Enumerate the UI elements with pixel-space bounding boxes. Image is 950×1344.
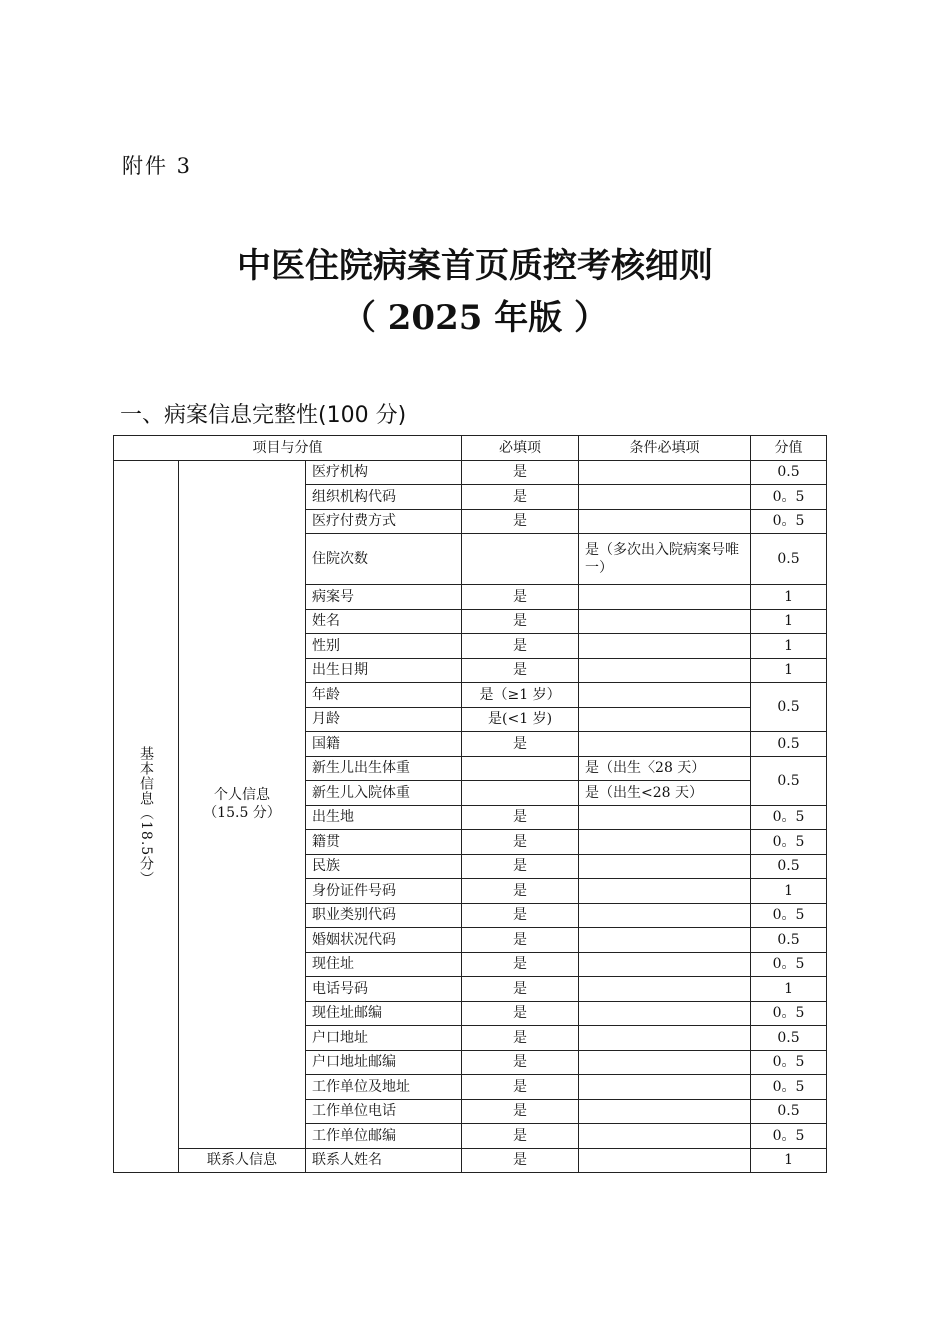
item-name: 工作单位及地址	[306, 1075, 462, 1100]
item-score: 0。5	[751, 1001, 827, 1026]
item-conditional	[579, 928, 751, 953]
item-score: 0。5	[751, 830, 827, 855]
group-label-text: 基本信息	[138, 746, 154, 807]
item-score: 1	[751, 609, 827, 634]
item-score: 0。5	[751, 509, 827, 534]
item-conditional	[579, 903, 751, 928]
attachment-label: 附件 3	[122, 154, 193, 178]
group-label	[137, 746, 155, 886]
item-name: 出生日期	[306, 658, 462, 683]
item-score: 0.5	[751, 854, 827, 879]
item-required: 是	[462, 585, 579, 610]
item-score: 0.5	[751, 756, 827, 805]
item-score: 0。5	[751, 952, 827, 977]
item-name: 住院次数	[306, 534, 462, 585]
subgroup-cell-personal	[179, 460, 306, 1148]
header-item: 项目与分值	[114, 436, 462, 461]
item-name: 新生儿入院体重	[306, 781, 462, 806]
item-required: 是	[462, 1124, 579, 1149]
item-required: 是	[462, 879, 579, 904]
item-name: 户口地址	[306, 1026, 462, 1051]
item-name: 职业类别代码	[306, 903, 462, 928]
item-name: 户口地址邮编	[306, 1050, 462, 1075]
header-score: 分值	[751, 436, 827, 461]
item-conditional	[579, 707, 751, 732]
item-required	[462, 756, 579, 781]
item-name: 身份证件号码	[306, 879, 462, 904]
item-name: 性别	[306, 634, 462, 659]
item-required: 是	[462, 485, 579, 510]
item-score: 1	[751, 634, 827, 659]
item-conditional	[579, 830, 751, 855]
item-conditional	[579, 1075, 751, 1100]
item-required: 是	[462, 805, 579, 830]
item-required: 是（≥1 岁）	[462, 683, 579, 708]
item-required: 是	[462, 952, 579, 977]
item-required: 是	[462, 977, 579, 1002]
item-score: 1	[751, 658, 827, 683]
table-row	[114, 460, 827, 485]
item-name: 月龄	[306, 707, 462, 732]
subgroup-label: 个人信息	[214, 787, 270, 803]
item-name: 新生儿出生体重	[306, 756, 462, 781]
table-row	[114, 1148, 827, 1173]
item-required: 是	[462, 658, 579, 683]
item-required: 是	[462, 634, 579, 659]
section-heading: 一、病案信息完整性(100 分)	[120, 403, 407, 428]
item-conditional	[579, 485, 751, 510]
item-conditional	[579, 509, 751, 534]
item-required: 是	[462, 903, 579, 928]
item-required: 是	[462, 460, 579, 485]
item-required: 是	[462, 1099, 579, 1124]
item-conditional	[579, 609, 751, 634]
document-title-version: （ 2025 年版 ）	[341, 298, 609, 338]
item-name: 姓名	[306, 609, 462, 634]
group-score-text: （18.5分）	[138, 806, 154, 887]
item-score: 0。5	[751, 903, 827, 928]
item-score: 0。5	[751, 805, 827, 830]
item-score: 0。5	[751, 485, 827, 510]
subgroup-score: （15.5 分）	[203, 805, 281, 821]
item-required: 是	[462, 928, 579, 953]
item-name: 籍贯	[306, 830, 462, 855]
item-score: 1	[751, 879, 827, 904]
item-required: 是	[462, 1148, 579, 1173]
item-conditional	[579, 634, 751, 659]
item-conditional	[579, 952, 751, 977]
item-name: 工作单位邮编	[306, 1124, 462, 1149]
item-score: 0.5	[751, 928, 827, 953]
item-score: 1	[751, 585, 827, 610]
item-score: 0。5	[751, 1124, 827, 1149]
item-conditional	[579, 1050, 751, 1075]
subgroup-cell-contact: 联系人信息	[179, 1148, 306, 1173]
item-conditional	[579, 585, 751, 610]
header-conditional: 条件必填项	[579, 436, 751, 461]
item-name: 组织机构代码	[306, 485, 462, 510]
header-required: 必填项	[462, 436, 579, 461]
item-score: 0.5	[751, 683, 827, 732]
quality-control-table	[113, 435, 827, 1173]
item-required: 是(<1 岁)	[462, 707, 579, 732]
item-required	[462, 534, 579, 585]
item-name: 病案号	[306, 585, 462, 610]
item-score: 0.5	[751, 1099, 827, 1124]
item-required: 是	[462, 609, 579, 634]
item-name: 年龄	[306, 683, 462, 708]
item-required: 是	[462, 1075, 579, 1100]
item-name: 医疗机构	[306, 460, 462, 485]
item-name: 国籍	[306, 732, 462, 757]
item-conditional	[579, 683, 751, 708]
item-score: 0。5	[751, 1050, 827, 1075]
item-required: 是	[462, 732, 579, 757]
item-conditional	[579, 1001, 751, 1026]
item-conditional	[579, 1148, 751, 1173]
item-conditional	[579, 977, 751, 1002]
item-score: 1	[751, 1148, 827, 1173]
item-conditional	[579, 805, 751, 830]
item-required: 是	[462, 1050, 579, 1075]
item-conditional	[579, 732, 751, 757]
item-name: 婚姻状况代码	[306, 928, 462, 953]
table-header-row	[114, 436, 827, 461]
item-score: 0。5	[751, 1075, 827, 1100]
group-cell-basic-info	[114, 460, 179, 1173]
item-name: 工作单位电话	[306, 1099, 462, 1124]
item-score: 0.5	[751, 732, 827, 757]
item-score: 0.5	[751, 460, 827, 485]
item-required: 是	[462, 1026, 579, 1051]
item-required: 是	[462, 854, 579, 879]
item-name: 电话号码	[306, 977, 462, 1002]
item-conditional	[579, 1099, 751, 1124]
item-conditional	[579, 460, 751, 485]
item-required	[462, 781, 579, 806]
item-score: 0.5	[751, 1026, 827, 1051]
item-name: 医疗付费方式	[306, 509, 462, 534]
item-name: 出生地	[306, 805, 462, 830]
item-name: 民族	[306, 854, 462, 879]
item-conditional	[579, 1026, 751, 1051]
item-conditional: 是（出生〈28 天）	[579, 756, 751, 781]
item-conditional	[579, 1124, 751, 1149]
item-name: 现住址	[306, 952, 462, 977]
item-score: 0.5	[751, 534, 827, 585]
item-name: 现住址邮编	[306, 1001, 462, 1026]
item-name: 联系人姓名	[306, 1148, 462, 1173]
item-required: 是	[462, 830, 579, 855]
item-conditional	[579, 879, 751, 904]
document-title: 中医住院病案首页质控考核细则	[237, 246, 713, 286]
item-required: 是	[462, 509, 579, 534]
item-conditional	[579, 658, 751, 683]
item-required: 是	[462, 1001, 579, 1026]
item-conditional: 是（多次出入院病案号唯一）	[579, 534, 751, 585]
item-score: 1	[751, 977, 827, 1002]
item-conditional: 是（出生<28 天）	[579, 781, 751, 806]
item-conditional	[579, 854, 751, 879]
